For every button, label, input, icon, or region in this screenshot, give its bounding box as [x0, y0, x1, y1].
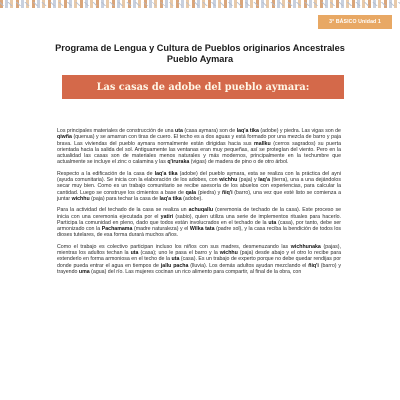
paragraph-text: Los principales materiales de construcción de una — [57, 128, 175, 134]
aymara-term: laq'a tika — [159, 195, 182, 202]
aymara-term: wichhunaka — [290, 243, 321, 250]
aymara-term: mallku — [254, 140, 271, 147]
paragraph-text: (madre naturaleza) y el — [132, 226, 190, 233]
paragraph-text: (casa), por tanto, debe ser armonizado con la — [57, 219, 341, 233]
aymara-term: Pachamama — [101, 226, 133, 233]
aymara-term: achuqallu — [188, 207, 214, 214]
aymara-term: wichhu — [71, 195, 90, 202]
program-title — [0, 43, 400, 65]
paragraph-text: Para la actividad del techado de la casa se realiza un — [57, 207, 189, 214]
aymara-term: uta — [174, 128, 183, 134]
paragraph-text: (paja) desde abajo y el otro lo recibe para extenderlo en forma armoniosa en el techo de la — [57, 250, 341, 263]
banner-title: Las casas de adobe del pueblo aymara: — [96, 81, 310, 93]
aymara-term: laq'a tika — [154, 170, 178, 177]
aymara-term: qala — [185, 189, 197, 196]
zigzag-pattern — [0, 2, 400, 6]
body-paragraph — [57, 207, 341, 238]
aymara-term: qiwña — [57, 134, 72, 141]
aymara-term: laq'a — [258, 177, 271, 184]
paragraph-text: (adobe) del pueblo aymara, esta se realiza con la práctica del ayni (ayuda comunitaria). Se inicia con la elaboración de los adobes, con — [57, 170, 341, 184]
aymara-term: uma — [78, 268, 90, 275]
body-paragraph — [57, 171, 341, 202]
program-title-line2: Pueblo Aymara — [166, 54, 234, 64]
aymara-term: wichhu — [219, 250, 238, 257]
program-title-line1: Programa de Lengua y Cultura de Pueblos originarios Ancestrales — [55, 43, 345, 53]
section-banner — [62, 75, 344, 99]
document-body — [57, 128, 341, 280]
aymara-term: uta — [171, 256, 180, 263]
paragraph-text: (adobe) y piedra. Las vigas son de — [258, 128, 341, 134]
decorative-border-strip — [0, 0, 400, 8]
paragraph-text: (agua) del río. Las mujeres cocinan un rico alimento para compartir, al final de la obra, con — [89, 268, 302, 275]
paragraph-text: (padre sol), y la casa reciba la bendición de todos los dioses tutelares, de esa forma durará muchos años. — [57, 226, 342, 239]
aymara-term: wichhu — [219, 177, 238, 184]
paragraph-text: (barro), una vez que esté listo se comienza a juntar — [57, 189, 341, 202]
aymara-term: ñiq'i — [221, 189, 233, 196]
paragraph-text: (ceremonia de techado de la casa). Este proceso se inicia con una ceremonia ejecutada por el — [57, 207, 341, 220]
body-paragraph — [57, 128, 341, 166]
paragraph-text: Respecto a la edificación de la casa de — [57, 170, 155, 177]
paragraph-text: (pajas), mientras los adultos techan la — [57, 243, 341, 257]
paragraph-text: (adobe). — [181, 195, 203, 202]
aymara-term: laq'a tika — [236, 128, 259, 134]
aymara-term: yatiri — [160, 213, 174, 220]
paragraph-text: (vigas) de madera de pino o de otro árbol. — [189, 159, 289, 166]
aymara-term: ñiq'i — [308, 262, 319, 269]
aymara-term: uta — [130, 250, 139, 257]
paragraph-text: (casa). Es un trabajo de experto porque no debe quedar rendijas por donde pueda entrar el agua en tiempos de — [57, 256, 341, 269]
paragraph-text: (quenua) y se amarran con tiras de cuero. El techo es a dos aguas y está formado por una mezcla de barro y paja brava. Las viviendas del pueblo aymara normalmente están dirigidas hacia sus — [57, 134, 341, 147]
grade-badge: 3° BÁSICO Unidad 1 — [318, 15, 392, 29]
paragraph-text: Como el trabajo es colectivo participan incluso los niños con sus madres, desmenuzando las — [57, 243, 291, 250]
body-paragraph — [57, 244, 341, 275]
paragraph-text: (lluvia). Los demás adultos ayudan mezclando el — [188, 262, 309, 269]
aymara-term: jallu pacha — [160, 262, 189, 269]
paragraph-text: (cerros sagrados) su puerta orientada hacia la salida del sol. Antiguamente las ventanas eran muy pequeñas, así se protegían del viento. Pero en la actualidad las casas son de materiales menos naturales y más modernos, principalmente en la techumbre que actualmente se incluye el zinc o calamina y las — [57, 140, 341, 166]
paragraph-text: (sabio), quien utiliza una serie de implementos rituales para hacerlo. Participa la comunidad en pleno, dado que todos están involucrados en el techado de la — [57, 213, 341, 226]
paragraph-text: (casa aymara) son de — [182, 128, 237, 134]
aymara-term: Wilka tata — [189, 226, 215, 233]
paragraph-text: (barro) y trayendo — [57, 262, 341, 275]
paragraph-text: (casa); uno le pasa el barro y la — [138, 250, 220, 257]
paragraph-text: (paja) para techar la casa de — [89, 195, 160, 202]
aymara-term: uta — [268, 219, 277, 226]
paragraph-text: (piedra) y — [196, 189, 222, 196]
paragraph-text: (tierra), una a una dejándolos secar muy bien. Como es un trabajo comunitario se recibe asesoría de los abuelos con experiencias, para calcular la cantidad. Luego se construye los cimientos a base de — [57, 177, 341, 196]
aymara-term: q'iruraka — [167, 159, 190, 166]
paragraph-text: (paja) y — [237, 177, 259, 184]
